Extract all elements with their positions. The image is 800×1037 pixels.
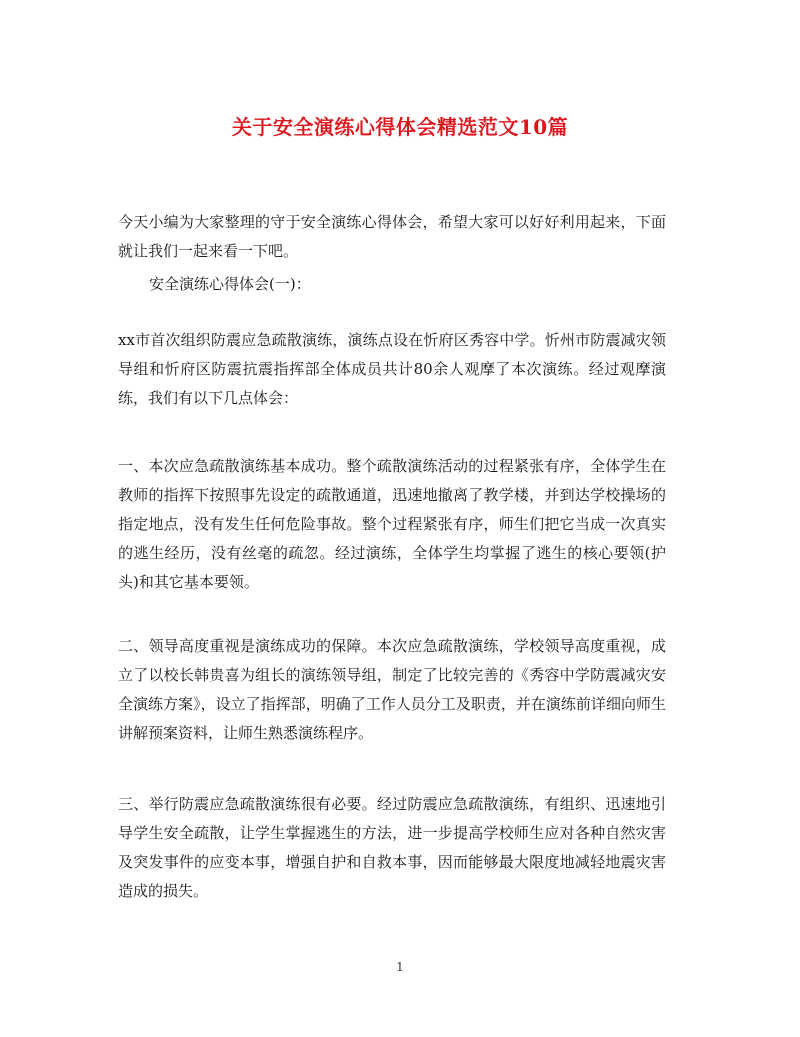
body-paragraph: xx市首次组织防震应急疏散演练，演练点设在忻府区秀容中学。忻州市防震减灾领导组和忻府区防震抗震指挥部全体成员共计80余人观摩了本次演练。经过观摩演练，我们有以下几点体会： [118, 331, 666, 407]
document-title: 关于安全演练心得体会精选范文10篇 [231, 115, 569, 139]
body-paragraph: 一、本次应急疏散演练基本成功。整个疏散演练活动的过程紧张有序，全体学生在教师的指挥下按照事先设定的疏散通道，迅速地撤离了教学楼，并到达学校操场的指定地点，没有发生任何危险事故。整个过程紧张有序，师生们把它当成一次真实的逃生经历，没有丝毫的疏忽。经过演练，全体学生均掌握了逃生的核心要领(护头)和其它基本要领。 [118, 457, 666, 591]
page-number: 1 [396, 960, 404, 974]
body-paragraph: 二、领导高度重视是演练成功的保障。本次应急疏散演练，学校领导高度重视，成立了以校长韩贵喜为组长的演练领导组，制定了比较完善的《秀容中学防震减灾安全演练方案》，设立了指挥部，明确了工作人员分工及职责，并在演练前详细向师生讲解预案资料，让师生熟悉演练程序。 [118, 637, 666, 742]
section-heading: 安全演练心得体会(一)： [149, 275, 311, 293]
intro-paragraph: 今天小编为大家整理的守于安全演练心得体会，希望大家可以好好利用起来，下面就让我们一起来看一下吧。 [118, 213, 666, 260]
body-paragraph: 三、举行防震应急疏散演练很有必要。经过防震应急疏散演练，有组织、迅速地引导学生安全疏散，让学生掌握逃生的方法，进一步提高学校师生应对各种自然灾害及突发事件的应变本事，增强自护和自救本事，因而能够最大限度地减轻地震灾害造成的损失。 [118, 795, 666, 900]
